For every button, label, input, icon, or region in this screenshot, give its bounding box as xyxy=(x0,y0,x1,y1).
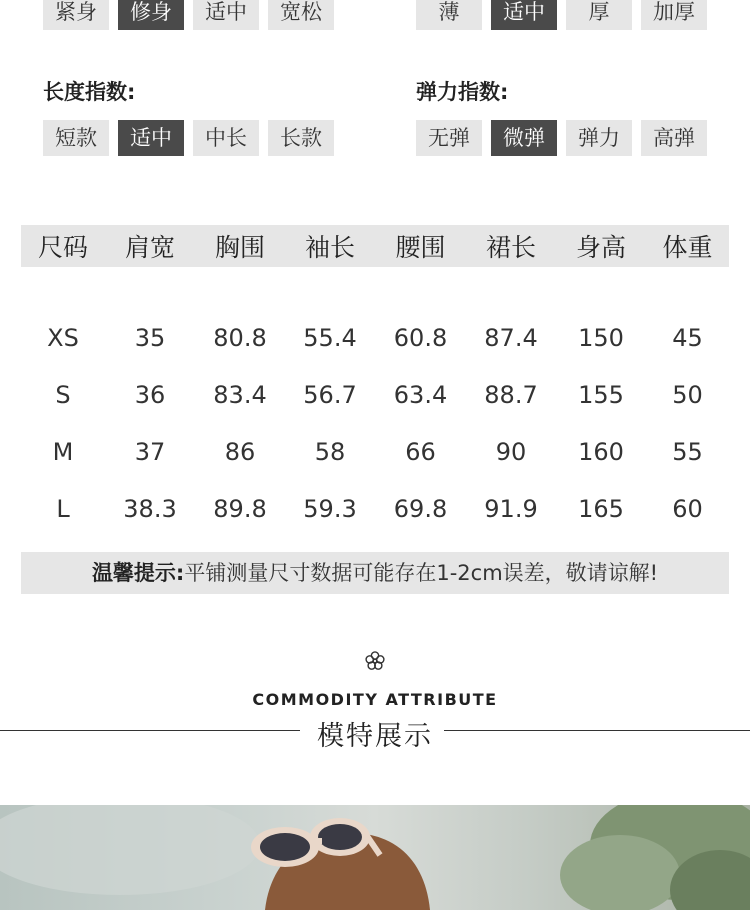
elasticity-option-none[interactable]: 无弹 xyxy=(416,120,482,156)
length-option-mid-long[interactable]: 中长 xyxy=(193,120,259,156)
size-table-body xyxy=(21,309,729,537)
thickness-option-extra-thick[interactable]: 加厚 xyxy=(641,0,707,30)
elasticity-option-slight[interactable]: 微弹 xyxy=(491,120,557,156)
table-cell: S xyxy=(55,380,71,409)
model-photo-art xyxy=(0,805,750,910)
table-cell: 55.4 xyxy=(303,323,357,352)
table-cell: 69.8 xyxy=(393,494,448,523)
table-row xyxy=(21,480,729,537)
size-table-header xyxy=(21,225,729,267)
table-row xyxy=(21,309,729,366)
fit-option-slim[interactable]: 修身 xyxy=(118,0,184,30)
table-cell: M xyxy=(52,437,74,466)
table-row xyxy=(21,366,729,423)
table-cell: 37 xyxy=(134,437,166,466)
fit-option-tight[interactable]: 紧身 xyxy=(43,0,109,30)
thickness-option-thin[interactable]: 薄 xyxy=(416,0,482,30)
thickness-options xyxy=(416,0,707,30)
header-waist: 腰围 xyxy=(395,233,446,262)
header-bust: 胸围 xyxy=(214,233,265,262)
section-title-en: COMMODITY ATTRIBUTE xyxy=(252,690,498,709)
elasticity-options xyxy=(416,120,707,156)
header-height: 身高 xyxy=(575,233,626,262)
elasticity-option-stretch[interactable]: 弹力 xyxy=(566,120,632,156)
section-title-cn: 模特展示 xyxy=(317,721,433,752)
thickness-option-medium[interactable]: 适中 xyxy=(491,0,557,30)
table-cell: 150 xyxy=(578,323,624,352)
table-cell: 59.3 xyxy=(303,494,357,523)
table-cell: 63.4 xyxy=(393,380,448,409)
table-cell: 58 xyxy=(314,437,346,466)
table-cell: 91.9 xyxy=(484,494,538,523)
flower-icon xyxy=(364,650,386,672)
table-cell: 83.4 xyxy=(213,380,267,409)
header-weight: 体重 xyxy=(662,233,713,262)
table-cell: 80.8 xyxy=(213,323,267,352)
table-cell: 50 xyxy=(672,380,703,409)
table-cell: 45 xyxy=(672,323,703,352)
elasticity-index-label: 弹力指数: xyxy=(416,80,509,104)
divider-left xyxy=(0,730,300,731)
table-cell: 90 xyxy=(495,437,527,466)
fit-option-loose[interactable]: 宽松 xyxy=(268,0,334,30)
table-cell: 88.7 xyxy=(484,380,538,409)
table-cell: 60.8 xyxy=(393,323,448,352)
elasticity-option-high[interactable]: 高弹 xyxy=(641,120,707,156)
model-photo xyxy=(0,805,750,910)
header-size: 尺码 xyxy=(37,233,88,262)
table-cell: 89.8 xyxy=(213,494,267,523)
table-cell: 87.4 xyxy=(484,323,538,352)
length-index-label: 长度指数: xyxy=(43,80,136,104)
length-options xyxy=(43,120,334,156)
table-cell: 165 xyxy=(578,494,624,523)
table-cell: 155 xyxy=(578,380,624,409)
table-cell: 160 xyxy=(578,437,624,466)
table-cell: XS xyxy=(47,323,79,352)
length-option-long[interactable]: 长款 xyxy=(268,120,334,156)
table-cell: 38.3 xyxy=(123,494,177,523)
table-row xyxy=(21,423,729,480)
table-cell: 35 xyxy=(134,323,166,352)
length-option-medium[interactable]: 适中 xyxy=(118,120,184,156)
length-option-short[interactable]: 短款 xyxy=(43,120,109,156)
fit-options xyxy=(43,0,334,30)
tip-label: 温馨提示: xyxy=(91,561,185,585)
thickness-option-thick[interactable]: 厚 xyxy=(566,0,632,30)
table-cell: L xyxy=(56,494,70,523)
measurement-tip xyxy=(21,552,729,594)
table-cell: 36 xyxy=(134,380,166,409)
divider-right xyxy=(444,730,750,731)
header-sleeve: 袖长 xyxy=(304,233,355,262)
tip-text: 平铺测量尺寸数据可能存在1-2cm误差，敬请谅解! xyxy=(184,561,659,585)
table-cell: 86 xyxy=(224,437,256,466)
header-skirt-length: 裙长 xyxy=(485,233,536,262)
table-cell: 55 xyxy=(672,437,703,466)
header-shoulder: 肩宽 xyxy=(124,233,175,262)
fit-option-regular[interactable]: 适中 xyxy=(193,0,259,30)
table-cell: 60 xyxy=(672,494,703,523)
table-cell: 66 xyxy=(405,437,436,466)
size-table xyxy=(21,225,729,537)
table-cell: 56.7 xyxy=(303,380,357,409)
